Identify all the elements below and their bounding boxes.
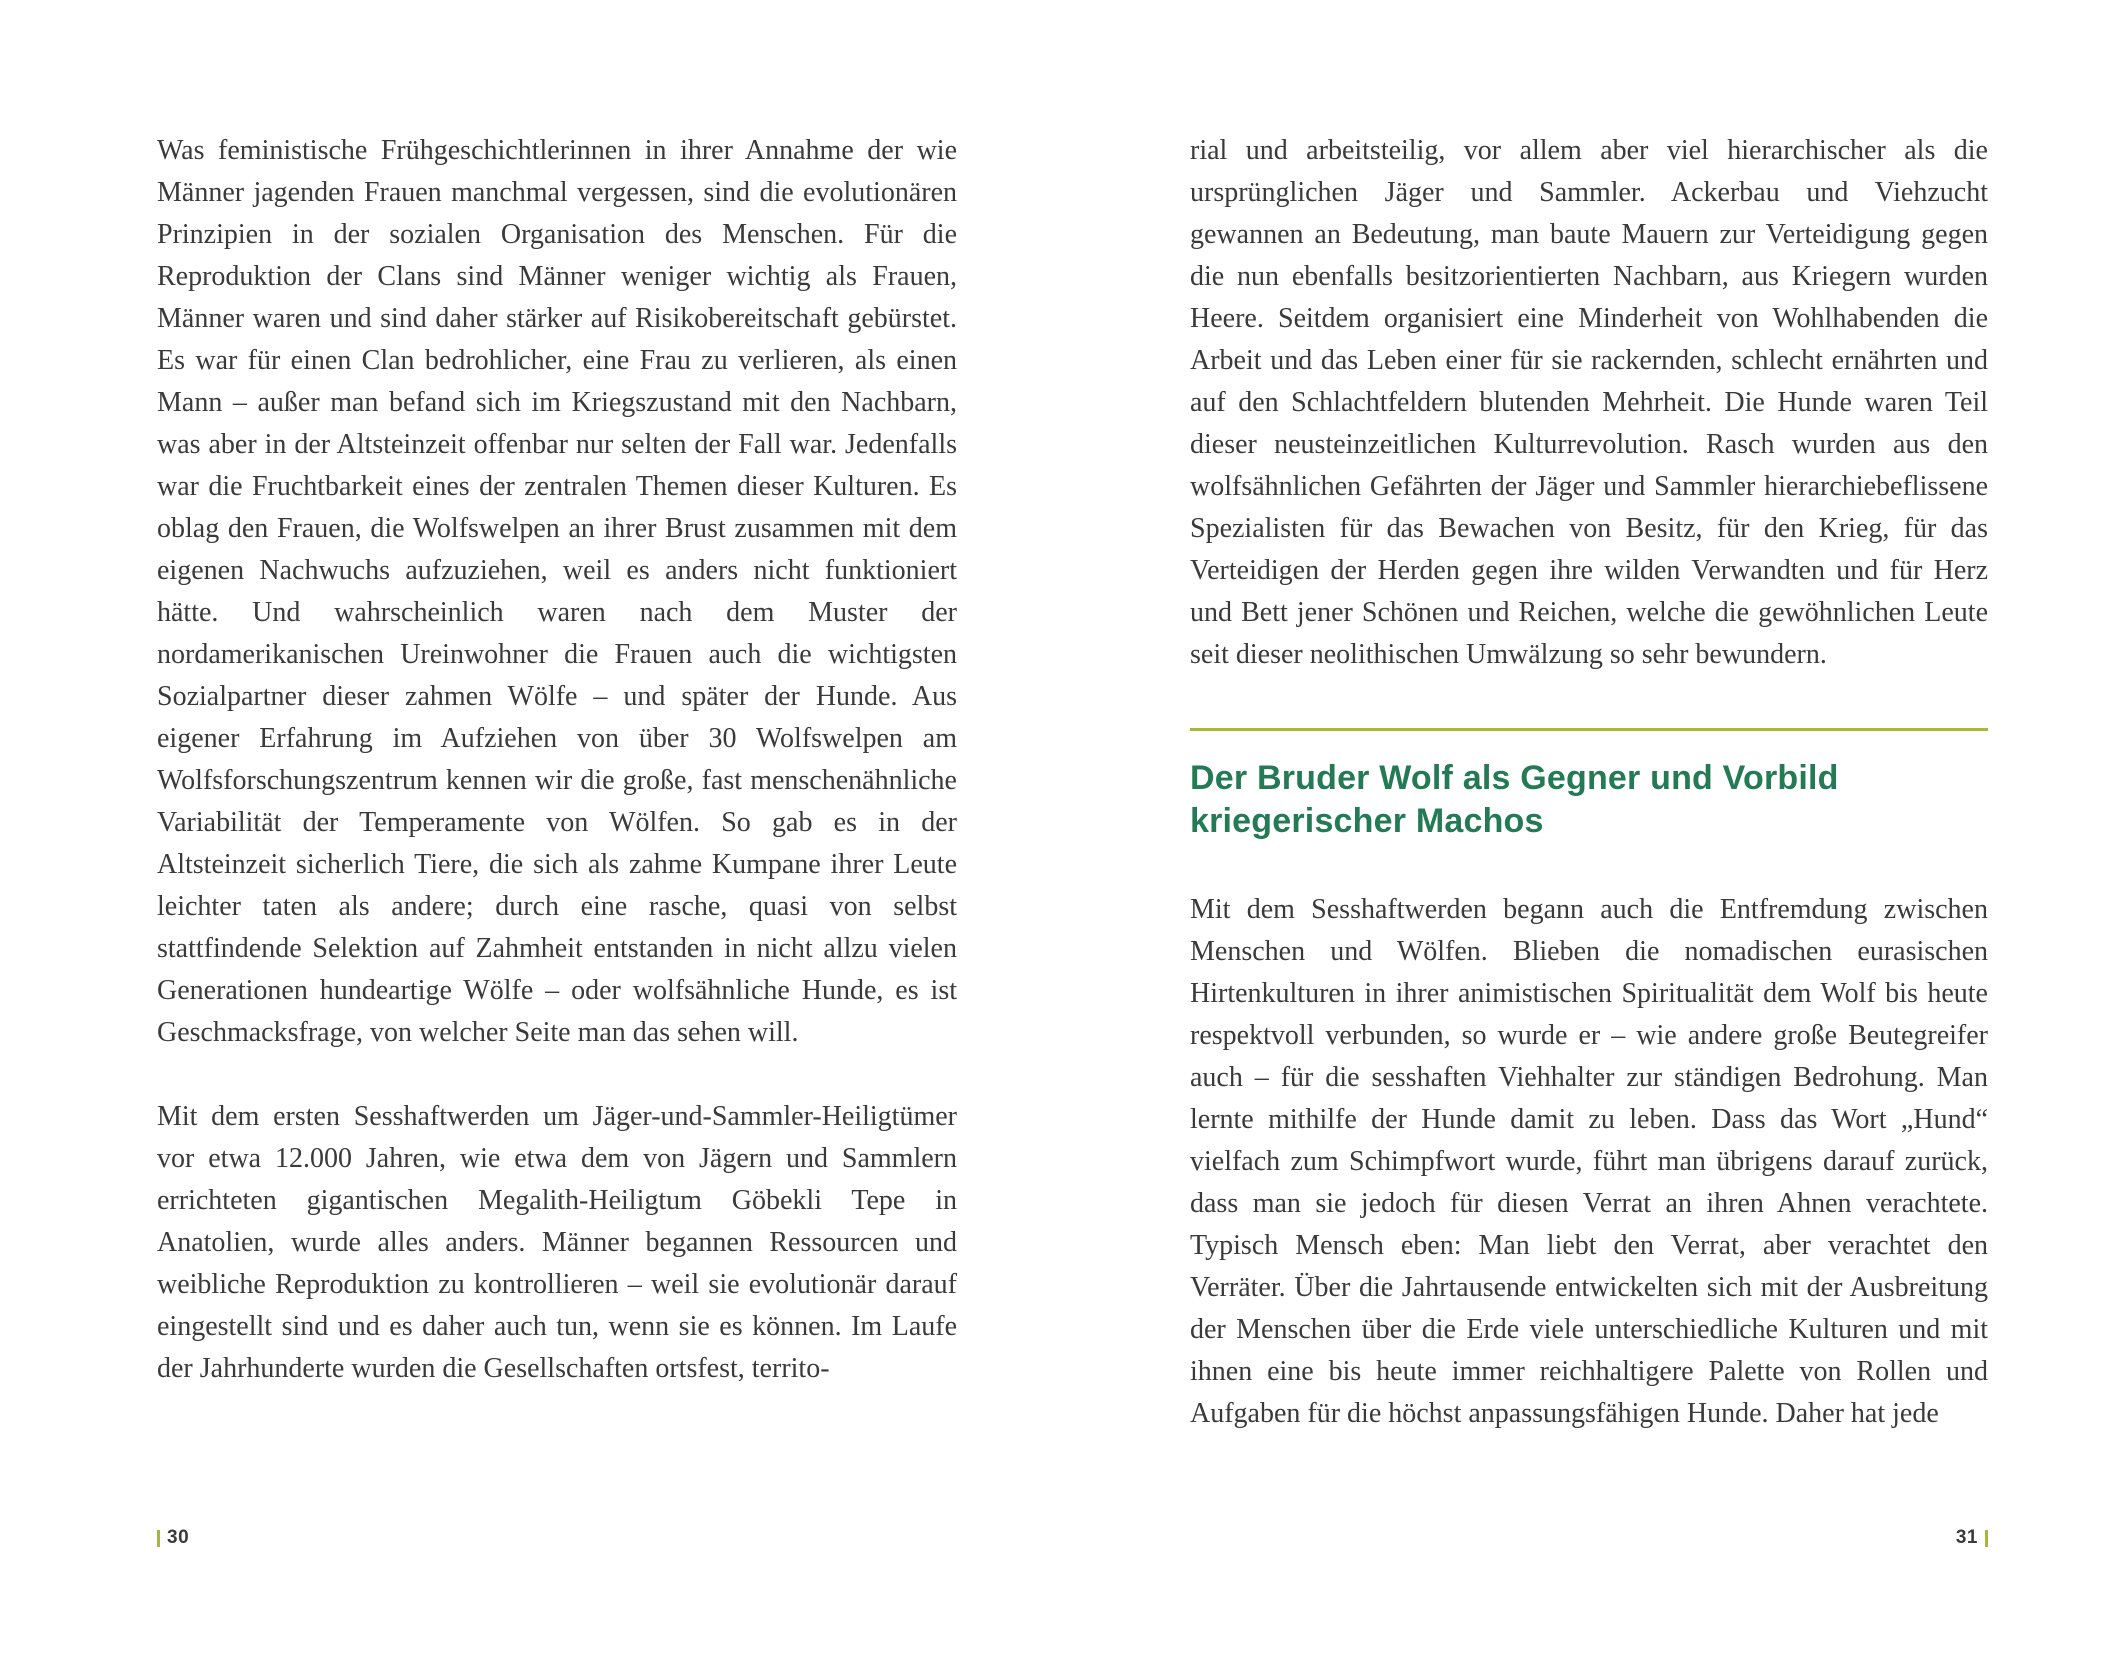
- page-footer-left: [157, 1527, 189, 1549]
- left-paragraph-2: Mit dem ersten Sesshaftwerden um Jäger-und-Sammler-Heiligtümer vor etwa 12.000 Jahren, wie etwa dem von Jägern und Sammlern errichteten gigantischen Megalith-Heiligtum Göbekli Tepe in Anatolien, wurde alles anders. Männer begannen Ressourcen und weibliche Reproduktion zu kontrollieren – weil sie evolutionär darauf eingestellt sind und es daher auch tun, wenn sie es können. Im Laufe der Jahrhunderte wurden die Gesellschaften ortsfest, territo-: [157, 1101, 957, 1384]
- page-number-left: 30: [167, 1527, 190, 1548]
- page-number-bar: [157, 1530, 160, 1547]
- left-text-column: [157, 130, 957, 1390]
- continuation-paragraph: rial und arbeitsteilig, vor allem aber viel hierarchischer als die ursprünglichen Jäger und Sammler. Ackerbau und Viehzucht gewannen an Bedeutung, man baute Mauern zur Verteidigung gegen die nun ebenfalls besitzorientierten Nachbarn, aus Kriegern wurden Heere. Seitdem organisiert eine Minderheit von Wohlhabenden die Arbeit und das Leben einer für sie rackernden, schlecht ernährten und auf den Schlachtfeldern blutenden Mehrheit. Die Hunde waren Teil dieser neusteinzeitlichen Kulturrevolution. Rasch wurden aus den wolfsähnlichen Gefährten der Jäger und Sammler hierarchiebeflissene Spezialisten für das Bewachen von Besitz, für den Krieg, für das Verteidigen der Herden gegen ihre wilden Verwandten und für Herz und Bett jener Schönen und Reichen, welche die gewöhnlichen Leute seit dieser neolithischen Umwälzung so sehr bewundern.: [1190, 135, 1988, 670]
- left-paragraph-1: Was feministische Frühgeschichtlerinnen in ihrer Annahme der wie Männer jagenden Frauen manchmal vergessen, sind die evolutionären Prinzipien in der sozialen Organisation des Menschen. Für die Reproduktion der Clans sind Männer weniger wichtig als Frauen, Männer waren und sind daher stärker auf Risikobereitschaft gebürstet. Es war für einen Clan bedrohlicher, eine Frau zu verlieren, als einen Mann – außer man befand sich im Kriegszustand mit den Nachbarn, was aber in der Altsteinzeit offenbar nur selten der Fall war. Jedenfalls war die Fruchtbarkeit eines der zentralen Themen dieser Kulturen. Es oblag den Frauen, die Wolfswelpen an ihrer Brust zusammen mit dem eigenen Nachwuchs aufzuziehen, weil es anders nicht funktioniert hätte. Und wahrscheinlich waren nach dem Muster der nordamerikanischen Ureinwohner die Frauen auch die wichtigsten Sozialpartner dieser zahmen Wölfe – und später der Hunde. Aus eigener Erfahrung im Aufziehen von über 30 Wolfswelpen am Wolfsforschungszentrum kennen wir die große, fast menschenähnliche Variabilität der Temperamente von Wölfen. So gab es in der Altsteinzeit sicherlich Tiere, die sich als zahme Kumpane ihrer Leute leichter taten als andere; durch eine rasche, quasi von selbst stattfindende Selektion auf Zahmheit entstanden in nicht allzu vielen Generationen hundeartige Wölfe – oder wolfsähnliche Hunde, es ist Geschmacksfrage, von welcher Seite man das sehen will.: [157, 135, 957, 1048]
- page-number-bar: [1985, 1530, 1988, 1547]
- right-text-column: [1190, 130, 1988, 1435]
- section-divider: [1190, 728, 1988, 731]
- right-paragraph: Mit dem Sesshaftwerden begann auch die Entfremdung zwischen Menschen und Wölfen. Blieben die nomadischen eurasischen Hirtenkulturen in ihrer animistischen Spiritualität dem Wolf bis heute respektvoll verbunden, so wurde er – wie andere große Beutegreifer auch – für die sesshaften Viehhalter zur ständigen Bedrohung. Man lernte mithilfe der Hunde damit zu leben. Dass das Wort „Hund“ vielfach zum Schimpfwort wurde, führt man übrigens darauf zurück, dass man sie jedoch für diesen Verrat an ihren Ahnen verachtete. Typisch Mensch eben: Man liebt den Verrat, aber verachtet den Verräter. Über die Jahrtausende entwickelten sich mit der Ausbreitung der Menschen über die Erde viele unterschiedliche Kulturen und mit ihnen eine bis heute immer reichhaltigere Palette von Rollen und Aufgaben für die höchst anpassungsfähigen Hunde. Daher hat jede: [1190, 894, 1988, 1429]
- page-right: [1063, 0, 2126, 1654]
- page-number-right: 31: [1955, 1527, 1978, 1548]
- section-heading: Der Bruder Wolf als Gegner und Vorbild kriegerischer Machos: [1190, 759, 1839, 840]
- page-footer-right: [1956, 1527, 1988, 1549]
